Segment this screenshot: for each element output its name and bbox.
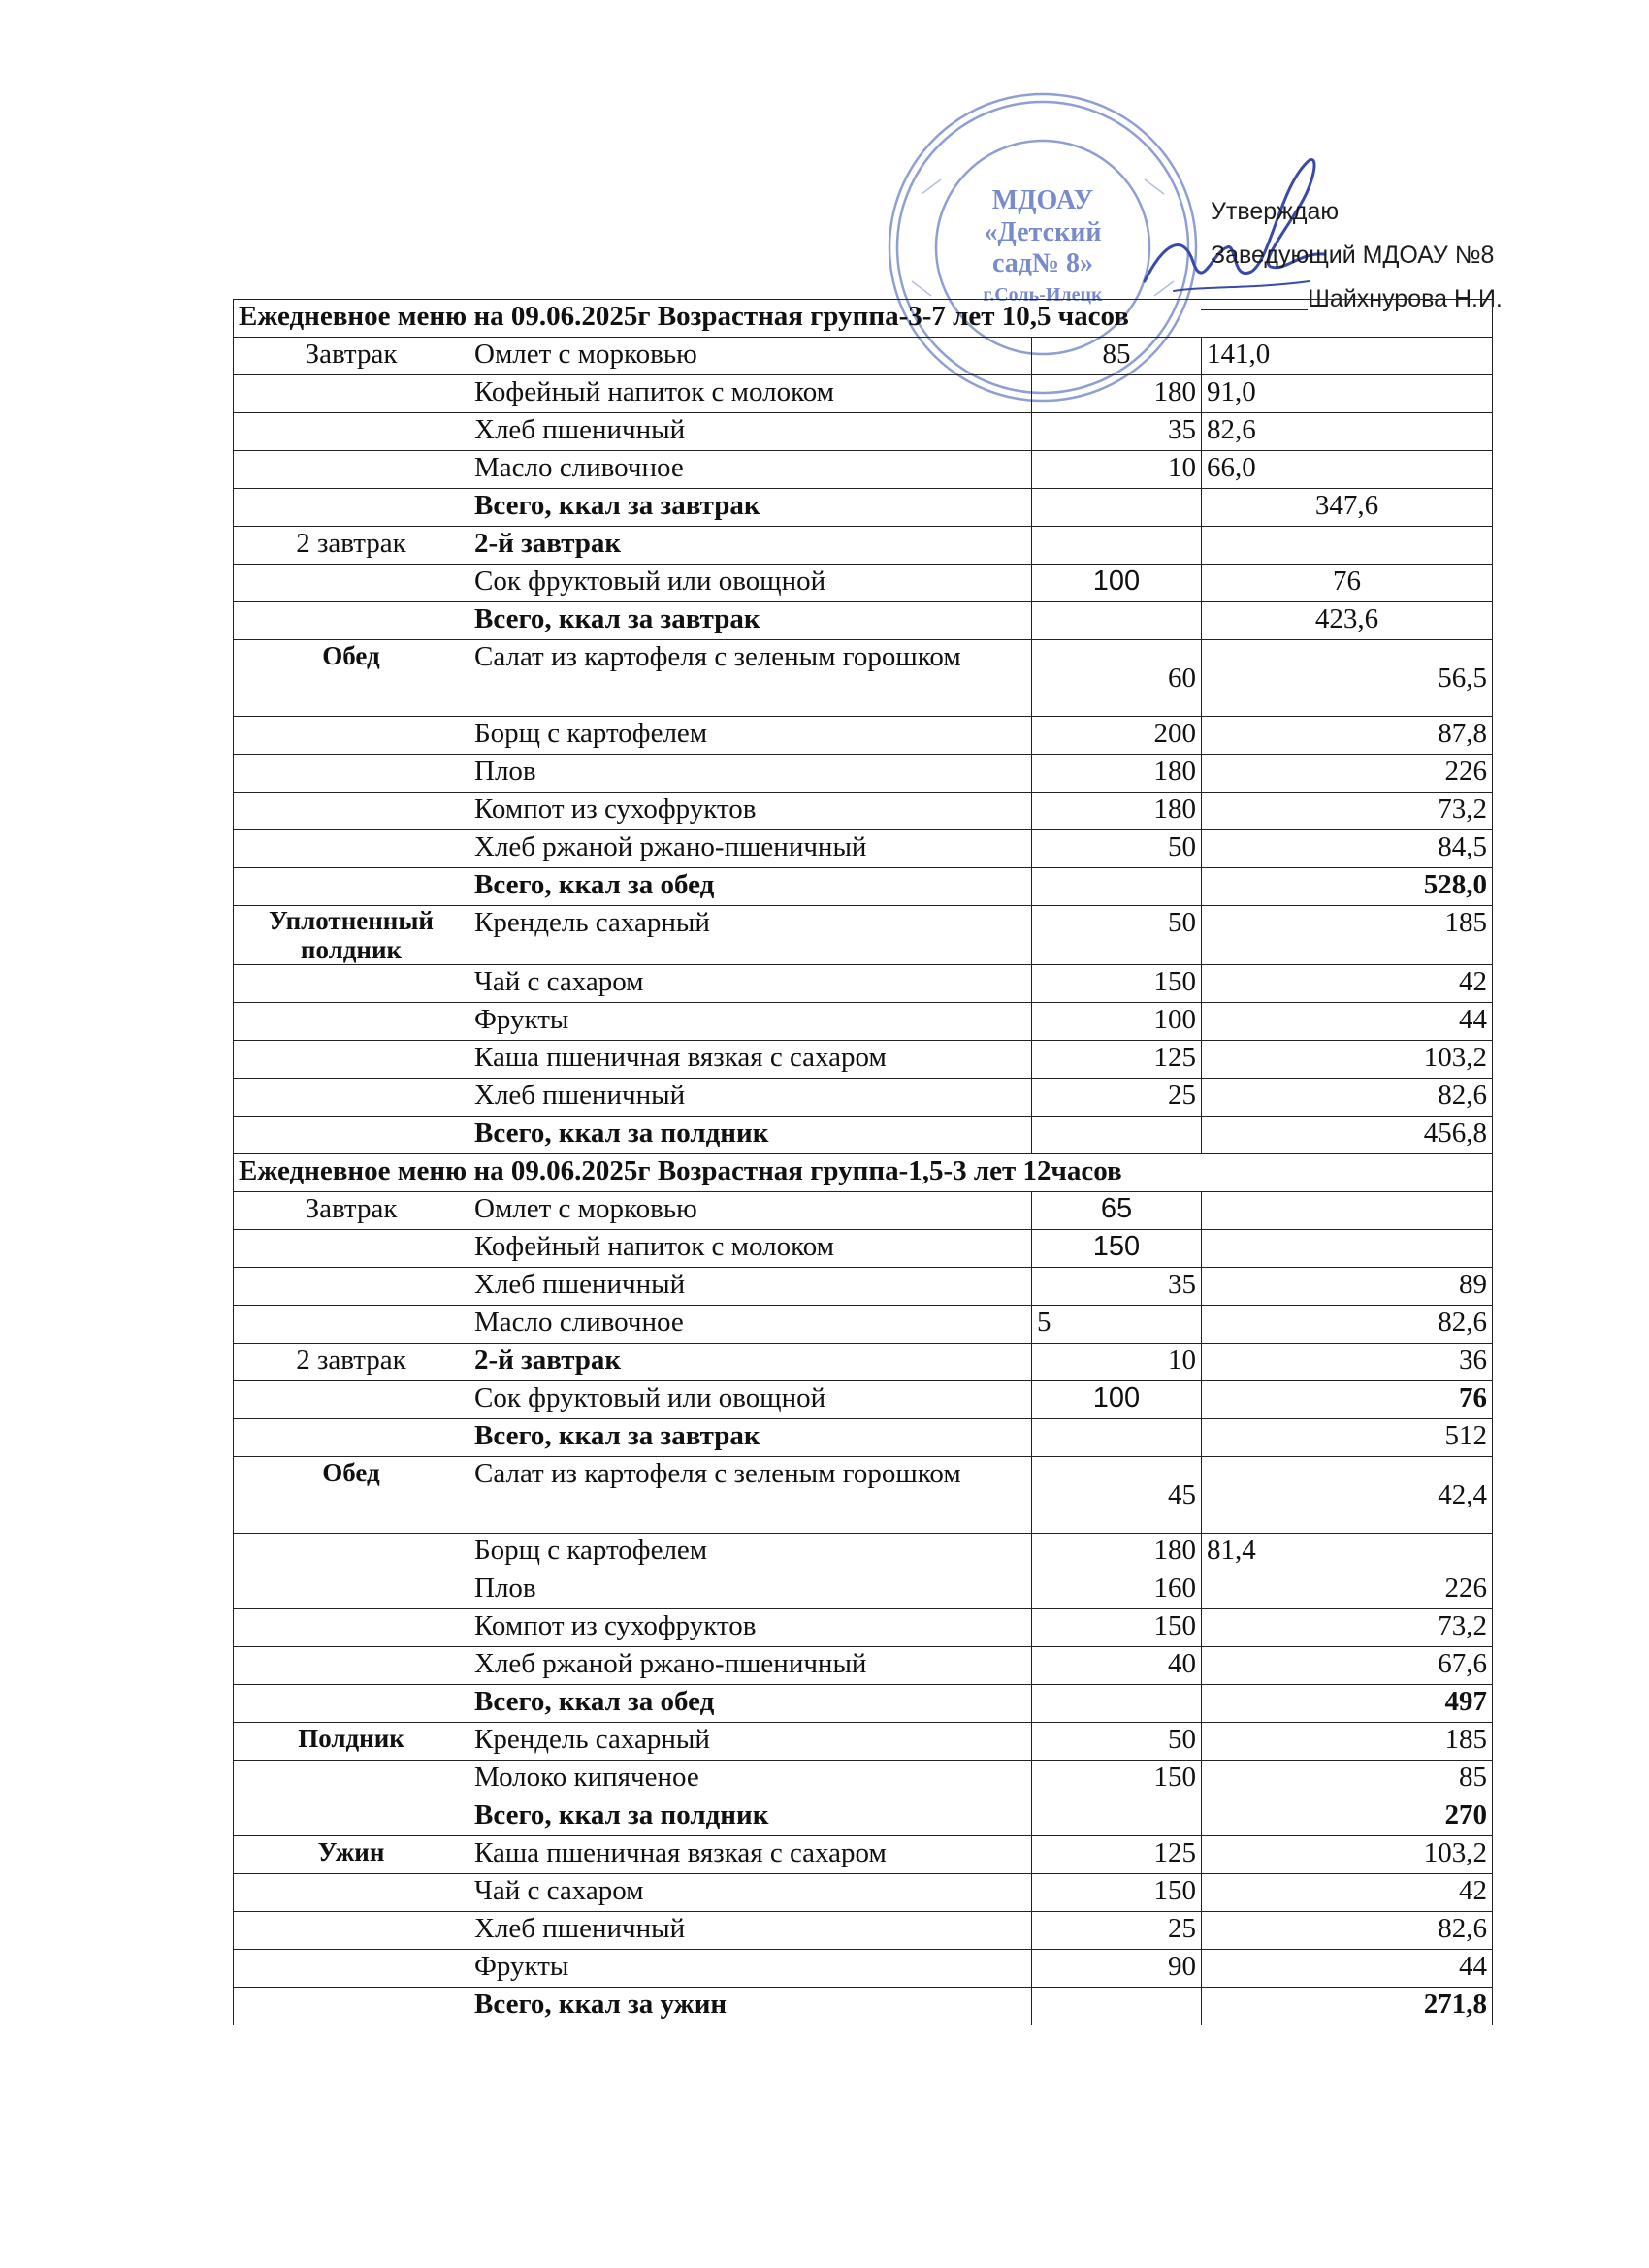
menu-row: [234, 1079, 1493, 1117]
menu-row: [234, 1419, 1493, 1457]
calories: [1202, 1192, 1493, 1230]
meal-name: [234, 1268, 469, 1306]
portion-grams: 25: [1032, 1912, 1202, 1950]
meal-name: [234, 1874, 469, 1912]
meal-name: Завтрак: [234, 338, 469, 375]
dish-name: Сок фруктовый или овощной: [469, 1381, 1032, 1419]
dish-name: Чай с сахаром: [469, 1874, 1032, 1912]
menu-row: [234, 793, 1493, 830]
portion-grams: 100: [1032, 1381, 1202, 1419]
meal-name: [234, 413, 469, 451]
portion-grams: [1032, 1988, 1202, 2025]
seal-line-4: г.Соль-Илецк: [983, 284, 1103, 306]
calories: 185: [1202, 1723, 1493, 1761]
menu-row: [234, 1685, 1493, 1723]
meal-name: [234, 602, 469, 640]
menu-row: [234, 1571, 1493, 1609]
menu-row: [234, 1457, 1493, 1534]
meal-name: 2 завтрак: [234, 527, 469, 565]
dish-name: Фрукты: [469, 1950, 1032, 1988]
calories: 89: [1202, 1268, 1493, 1306]
menu-row: [234, 1344, 1493, 1381]
portion-grams: 5: [1032, 1306, 1202, 1344]
dish-name: Борщ с картофелем: [469, 717, 1032, 755]
calories: 91,0: [1202, 375, 1493, 413]
dish-name: Хлеб пшеничный: [469, 1268, 1032, 1306]
dish-name: Хлеб пшеничный: [469, 1912, 1032, 1950]
portion-grams: 150: [1032, 1874, 1202, 1912]
calories: [1202, 527, 1493, 565]
dish-name: Масло сливочное: [469, 1306, 1032, 1344]
calories: 67,6: [1202, 1647, 1493, 1685]
calories: 82,6: [1202, 1079, 1493, 1117]
menu-row: [234, 1761, 1493, 1798]
dish-name: Хлеб пшеничный: [469, 1079, 1032, 1117]
meal-name: [234, 1534, 469, 1571]
portion-grams: 45: [1032, 1457, 1202, 1534]
menu-row: [234, 1192, 1493, 1230]
meal-name: [234, 755, 469, 793]
portion-grams: [1032, 1685, 1202, 1723]
calories: [1202, 1230, 1493, 1268]
calories: 42: [1202, 1874, 1493, 1912]
meal-name: Полдник: [234, 1723, 469, 1761]
meal-name: [234, 1988, 469, 2025]
dish-name: Всего, ккал за обед: [469, 868, 1032, 906]
calories: 66,0: [1202, 451, 1493, 489]
dish-name: Всего, ккал за завтрак: [469, 602, 1032, 640]
menu-row: [234, 1798, 1493, 1836]
portion-grams: 150: [1032, 1761, 1202, 1798]
portion-grams: 150: [1032, 965, 1202, 1003]
portion-grams: 180: [1032, 793, 1202, 830]
meal-name: [234, 1419, 469, 1457]
calories: 87,8: [1202, 717, 1493, 755]
calories: 73,2: [1202, 793, 1493, 830]
calories: 81,4: [1202, 1534, 1493, 1571]
dish-name: Кофейный напиток с молоком: [469, 375, 1032, 413]
calories: 36: [1202, 1344, 1493, 1381]
calories: 82,6: [1202, 413, 1493, 451]
menu-row: [234, 906, 1493, 965]
calories: 44: [1202, 1003, 1493, 1041]
dish-name: Компот из сухофруктов: [469, 793, 1032, 830]
portion-grams: [1032, 1419, 1202, 1457]
menu-row: [234, 1609, 1493, 1647]
calories: 44: [1202, 1950, 1493, 1988]
portion-grams: 50: [1032, 906, 1202, 965]
meal-name: [234, 1761, 469, 1798]
seal-line-1: МДОАУ: [991, 185, 1094, 215]
dish-name: 2-й завтрак: [469, 1344, 1032, 1381]
dish-name: Крендель сахарный: [469, 1723, 1032, 1761]
calories: 141,0: [1202, 338, 1493, 375]
calories: 528,0: [1202, 868, 1493, 906]
menu-row: [234, 451, 1493, 489]
meal-name: [234, 1798, 469, 1836]
dish-name: Чай с сахаром: [469, 965, 1032, 1003]
meal-name: Ужин: [234, 1836, 469, 1874]
portion-grams: 150: [1032, 1230, 1202, 1268]
menu-row: [234, 1874, 1493, 1912]
meal-name: [234, 868, 469, 906]
dish-name: Всего, ккал за завтрак: [469, 1419, 1032, 1457]
dish-name: Компот из сухофруктов: [469, 1609, 1032, 1647]
calories: 226: [1202, 1571, 1493, 1609]
calories: 82,6: [1202, 1306, 1493, 1344]
meal-name: [234, 1950, 469, 1988]
calories: 76: [1202, 565, 1493, 602]
portion-grams: 10: [1032, 451, 1202, 489]
dish-name: 2-й завтрак: [469, 527, 1032, 565]
meal-name: Обед: [234, 640, 469, 717]
dish-name: Всего, ккал за завтрак: [469, 489, 1032, 527]
meal-name: [234, 565, 469, 602]
menu-row: [234, 1912, 1493, 1950]
dish-name: Омлет с морковью: [469, 338, 1032, 375]
dish-name: Хлеб ржаной ржано-пшеничный: [469, 830, 1032, 868]
meal-name: Завтрак: [234, 1192, 469, 1230]
menu-row: [234, 1988, 1493, 2025]
dish-name: Масло сливочное: [469, 451, 1032, 489]
calories: 56,5: [1202, 640, 1493, 717]
portion-grams: 180: [1032, 1534, 1202, 1571]
calories: 103,2: [1202, 1041, 1493, 1079]
portion-grams: 10: [1032, 1344, 1202, 1381]
dish-name: Всего, ккал за обед: [469, 1685, 1032, 1723]
menu-row: [234, 602, 1493, 640]
menu-row: [234, 1534, 1493, 1571]
meal-name: [234, 1647, 469, 1685]
menu-row: [234, 755, 1493, 793]
portion-grams: 125: [1032, 1836, 1202, 1874]
meal-name: [234, 489, 469, 527]
dish-name: Кофейный напиток с молоком: [469, 1230, 1032, 1268]
portion-grams: 150: [1032, 1609, 1202, 1647]
dish-name: Омлет с морковью: [469, 1192, 1032, 1230]
portion-grams: [1032, 489, 1202, 527]
calories: 347,6: [1202, 489, 1493, 527]
menu-row: [234, 489, 1493, 527]
meal-name: [234, 1571, 469, 1609]
meal-name: [234, 965, 469, 1003]
portion-grams: 50: [1032, 1723, 1202, 1761]
portion-grams: 100: [1032, 565, 1202, 602]
menu-row: [234, 1041, 1493, 1079]
dish-name: Плов: [469, 755, 1032, 793]
dish-name: Сок фруктовый или овощной: [469, 565, 1032, 602]
portion-grams: 180: [1032, 375, 1202, 413]
menu-row: [234, 1836, 1493, 1874]
approval-title: Утверждаю: [1211, 198, 1340, 225]
menu-row: [234, 868, 1493, 906]
meal-name: [234, 830, 469, 868]
menu-row: [234, 1230, 1493, 1268]
meal-name: [234, 451, 469, 489]
dish-name: Плов: [469, 1571, 1032, 1609]
dish-name: Салат из картофеля с зеленым горошком: [469, 640, 1032, 717]
section-title: Ежедневное меню на 09.06.2025г Возрастная группа-3-7 лет 10,5 часов: [234, 300, 1493, 338]
menu-row: [234, 413, 1493, 451]
dish-name: Салат из картофеля с зеленым горошком: [469, 1457, 1032, 1534]
dish-name: Всего, ккал за ужин: [469, 1988, 1032, 2025]
calories: 497: [1202, 1685, 1493, 1723]
menu-row: [234, 640, 1493, 717]
menu-row: [234, 565, 1493, 602]
portion-grams: 90: [1032, 1950, 1202, 1988]
section-title: Ежедневное меню на 09.06.2025г Возрастная группа-1,5-3 лет 12часов: [234, 1154, 1493, 1192]
meal-name: [234, 1117, 469, 1154]
portion-grams: 50: [1032, 830, 1202, 868]
portion-grams: 100: [1032, 1003, 1202, 1041]
menu-row: [234, 1117, 1493, 1154]
menu-row: [234, 717, 1493, 755]
portion-grams: 180: [1032, 755, 1202, 793]
portion-grams: [1032, 602, 1202, 640]
meal-name: Обед: [234, 1457, 469, 1534]
meal-name: 2 завтрак: [234, 1344, 469, 1381]
meal-name: [234, 1079, 469, 1117]
menu-table: [233, 299, 1493, 2025]
calories: 42,4: [1202, 1457, 1493, 1534]
meal-name: [234, 717, 469, 755]
calories: 103,2: [1202, 1836, 1493, 1874]
menu-row: [234, 1306, 1493, 1344]
portion-grams: 65: [1032, 1192, 1202, 1230]
calories: 456,8: [1202, 1117, 1493, 1154]
calories: 226: [1202, 755, 1493, 793]
meal-name: [234, 1306, 469, 1344]
meal-name: [234, 1003, 469, 1041]
portion-grams: 35: [1032, 1268, 1202, 1306]
calories: 42: [1202, 965, 1493, 1003]
meal-name: [234, 1912, 469, 1950]
menu-row: [234, 830, 1493, 868]
portion-grams: 35: [1032, 413, 1202, 451]
meal-name: [234, 375, 469, 413]
portion-grams: [1032, 1117, 1202, 1154]
dish-name: Фрукты: [469, 1003, 1032, 1041]
portion-grams: 160: [1032, 1571, 1202, 1609]
meal-name: [234, 1230, 469, 1268]
approval-position: Заведующий МДОАУ №8: [1211, 242, 1495, 269]
calories: 185: [1202, 906, 1493, 965]
portion-grams: 200: [1032, 717, 1202, 755]
portion-grams: 125: [1032, 1041, 1202, 1079]
dish-name: Всего, ккал за полдник: [469, 1117, 1032, 1154]
menu-row: [234, 1003, 1493, 1041]
meal-name: [234, 1685, 469, 1723]
menu-row: [234, 1268, 1493, 1306]
portion-grams: 60: [1032, 640, 1202, 717]
meal-name: Уплотненный полдник: [234, 906, 469, 965]
menu-row: [234, 965, 1493, 1003]
approval-signer: Шайхнурова Н.И.: [1201, 277, 1608, 321]
dish-name: Крендель сахарный: [469, 906, 1032, 965]
calories: 84,5: [1202, 830, 1493, 868]
menu-row: [234, 1950, 1493, 1988]
portion-grams: 85: [1032, 338, 1202, 375]
calories: 270: [1202, 1798, 1493, 1836]
menu-row: [234, 1647, 1493, 1685]
menu-row: [234, 1723, 1493, 1761]
portion-grams: 40: [1032, 1647, 1202, 1685]
dish-name: Каша пшеничная вязкая с сахаром: [469, 1041, 1032, 1079]
seal-line-2: «Детский: [984, 217, 1102, 247]
dish-name: Хлеб пшеничный: [469, 413, 1032, 451]
menu-row: [234, 338, 1493, 375]
calories: 85: [1202, 1761, 1493, 1798]
portion-grams: 25: [1032, 1079, 1202, 1117]
calories: 82,6: [1202, 1912, 1493, 1950]
meal-name: [234, 793, 469, 830]
menu-row: [234, 527, 1493, 565]
calories: 512: [1202, 1419, 1493, 1457]
dish-name: Всего, ккал за полдник: [469, 1798, 1032, 1836]
meal-name: [234, 1609, 469, 1647]
meal-name: [234, 1381, 469, 1419]
portion-grams: [1032, 868, 1202, 906]
calories: 271,8: [1202, 1988, 1493, 2025]
dish-name: Хлеб ржаной ржано-пшеничный: [469, 1647, 1032, 1685]
portion-grams: [1032, 527, 1202, 565]
meal-name: [234, 1041, 469, 1079]
portion-grams: [1032, 1798, 1202, 1836]
seal-line-3: сад№ 8»: [991, 248, 1094, 278]
dish-name: Каша пшеничная вязкая с сахаром: [469, 1836, 1032, 1874]
calories: 76: [1202, 1381, 1493, 1419]
dish-name: Молоко кипяченое: [469, 1761, 1032, 1798]
dish-name: Борщ с картофелем: [469, 1534, 1032, 1571]
menu-row: [234, 1381, 1493, 1419]
menu-row: [234, 375, 1493, 413]
calories: 423,6: [1202, 602, 1493, 640]
calories: 73,2: [1202, 1609, 1493, 1647]
